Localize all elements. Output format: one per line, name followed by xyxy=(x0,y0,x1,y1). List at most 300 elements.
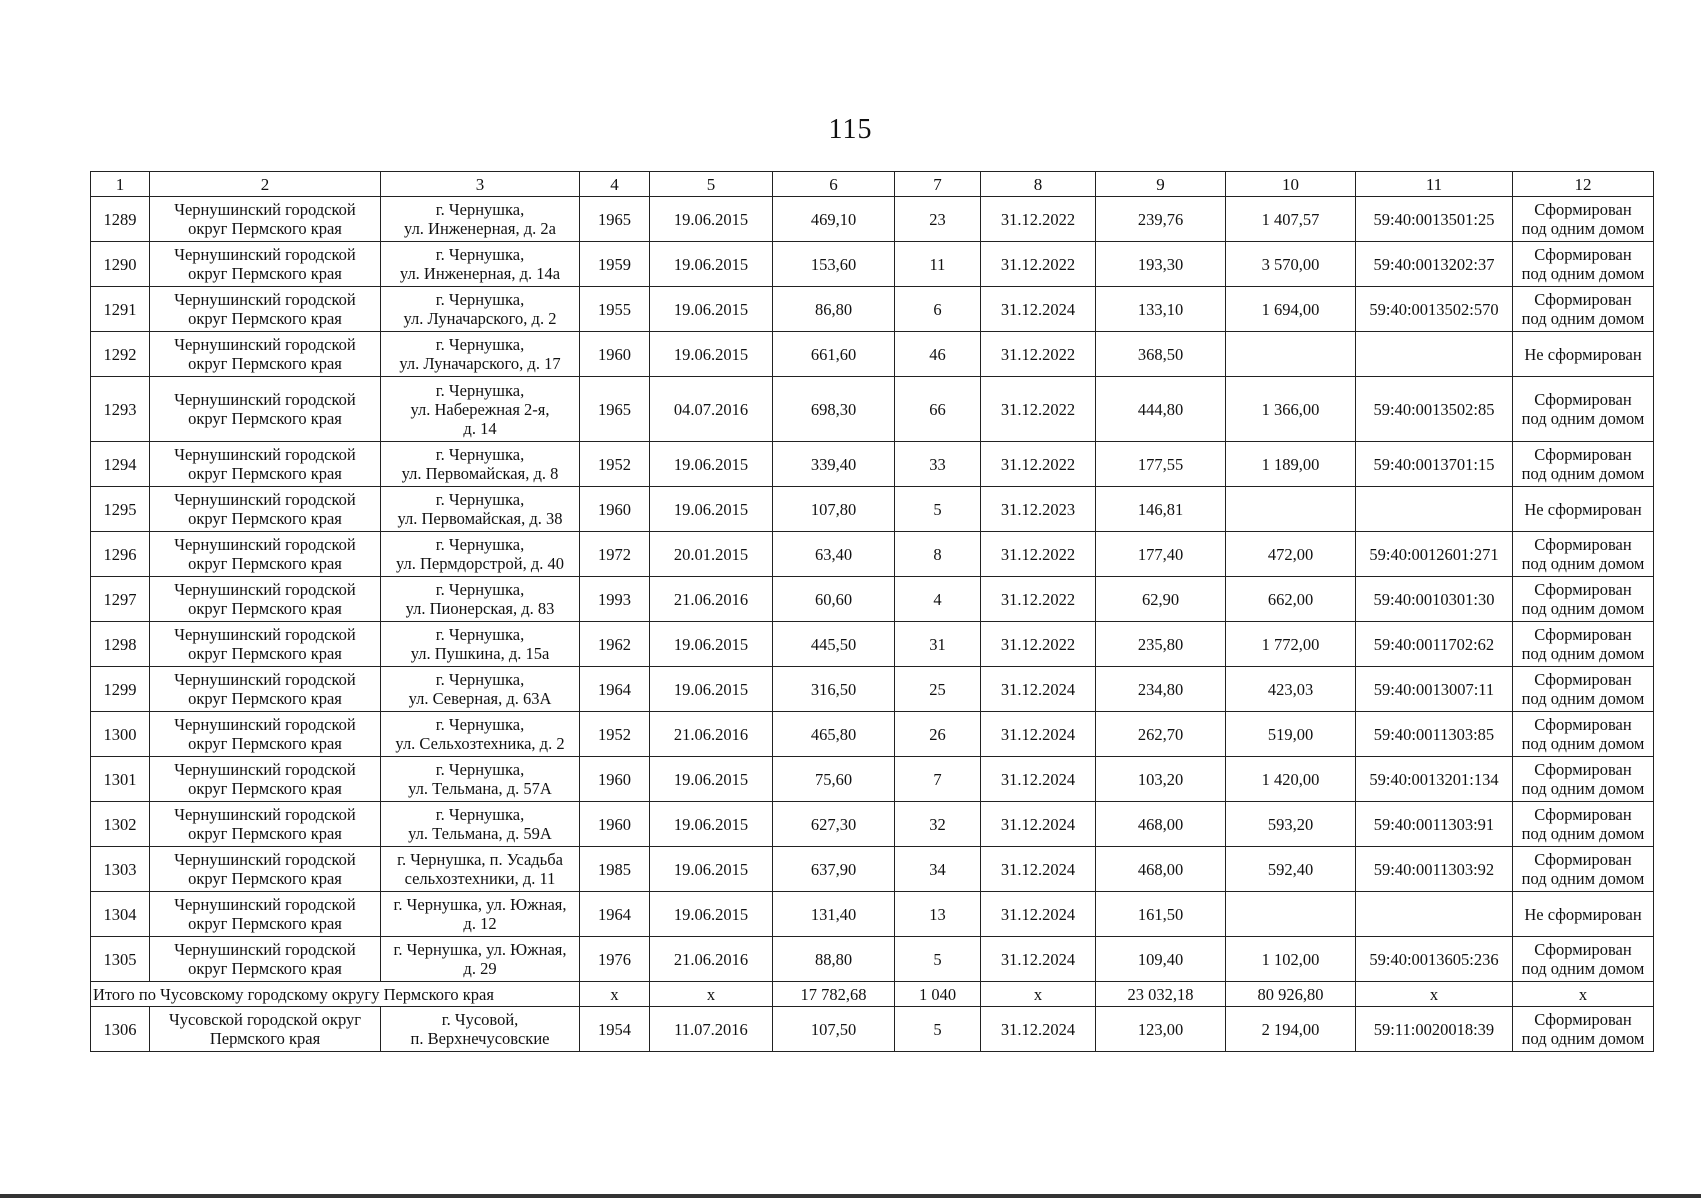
cell-column-10: 519,00 xyxy=(1226,712,1356,757)
cell-municipality xyxy=(150,757,381,802)
cell-area: 661,60 xyxy=(773,332,895,377)
cell-line: округ Пермского края xyxy=(188,734,342,753)
cell-address xyxy=(381,622,580,667)
cell-build-year: 1993 xyxy=(580,577,650,622)
cell-column-9: 368,50 xyxy=(1096,332,1226,377)
cell-cadastral-number: 59:40:0011303:91 xyxy=(1356,802,1513,847)
cell-line: Сформирован xyxy=(1534,245,1632,264)
cell-land-status xyxy=(1513,377,1654,442)
cell-land-status xyxy=(1513,487,1654,532)
cell-line: г. Чернушка, п. Усадьба xyxy=(397,850,563,869)
cell-line: сельхозтехники, д. 11 xyxy=(404,869,556,888)
cell-column-10: 1 102,00 xyxy=(1226,937,1356,982)
cell-line: округ Пермского края xyxy=(188,599,342,618)
cell-land-status xyxy=(1513,442,1654,487)
cell-line: Чернушинский городской xyxy=(174,445,356,464)
cell-address xyxy=(381,1007,580,1052)
total-cell-c11: х xyxy=(1356,982,1513,1007)
cell-row-number: 1300 xyxy=(91,712,150,757)
cell-planned-date: 31.12.2022 xyxy=(981,332,1096,377)
cell-row-number: 1298 xyxy=(91,622,150,667)
cell-municipality xyxy=(150,197,381,242)
total-label: Итого по Чусовскому городскому округу Пермского края xyxy=(91,982,580,1007)
table-row xyxy=(91,667,1654,712)
cell-build-year: 1959 xyxy=(580,242,650,287)
cell-line: ул. Первомайская, д. 8 xyxy=(401,464,559,483)
cell-row-number: 1289 xyxy=(91,197,150,242)
cell-residents: 13 xyxy=(895,892,981,937)
cell-build-year: 1964 xyxy=(580,892,650,937)
cell-line: округ Пермского края xyxy=(188,464,342,483)
cell-address xyxy=(381,757,580,802)
cell-address xyxy=(381,937,580,982)
cell-line: Чернушинский городской xyxy=(174,535,356,554)
cell-column-10: 1 694,00 xyxy=(1226,287,1356,332)
cell-line: Чернушинский городской xyxy=(174,670,356,689)
cell-line: Чусовской городской округ xyxy=(169,1010,361,1029)
table-row xyxy=(91,487,1654,532)
cell-recognition-date: 19.06.2015 xyxy=(650,332,773,377)
cell-column-9: 468,00 xyxy=(1096,802,1226,847)
total-cell-c7: 1 040 xyxy=(895,982,981,1007)
column-number-row xyxy=(91,172,1654,197)
total-cell-c9: 23 032,18 xyxy=(1096,982,1226,1007)
cell-municipality xyxy=(150,892,381,937)
cell-line: ул. Тельмана, д. 59А xyxy=(408,824,552,843)
cell-line: ул. Луначарского, д. 17 xyxy=(399,354,561,373)
cell-recognition-date: 19.06.2015 xyxy=(650,667,773,712)
cell-recognition-date: 19.06.2015 xyxy=(650,847,773,892)
cell-line: ул. Луначарского, д. 2 xyxy=(403,309,557,328)
column-number: 7 xyxy=(895,172,981,197)
cell-build-year: 1952 xyxy=(580,442,650,487)
cell-recognition-date: 19.06.2015 xyxy=(650,487,773,532)
cell-cadastral-number: 59:40:0013202:37 xyxy=(1356,242,1513,287)
cell-cadastral-number: 59:40:0013501:25 xyxy=(1356,197,1513,242)
registry-table xyxy=(90,171,1654,1052)
cell-recognition-date: 19.06.2015 xyxy=(650,242,773,287)
cell-recognition-date: 11.07.2016 xyxy=(650,1007,773,1052)
cell-address xyxy=(381,802,580,847)
cell-column-10: 592,40 xyxy=(1226,847,1356,892)
cell-area: 469,10 xyxy=(773,197,895,242)
total-cell-c10: 80 926,80 xyxy=(1226,982,1356,1007)
cell-line: Чернушинский городской xyxy=(174,760,356,779)
cell-column-9: 468,00 xyxy=(1096,847,1226,892)
cell-line: под одним домом xyxy=(1521,409,1645,428)
cell-line: округ Пермского края xyxy=(188,689,342,708)
cell-line: Сформирован xyxy=(1534,760,1632,779)
cell-cadastral-number: 59:40:0011702:62 xyxy=(1356,622,1513,667)
cell-cadastral-number: 59:40:0013201:134 xyxy=(1356,757,1513,802)
cell-municipality xyxy=(150,377,381,442)
cell-line: г. Чернушка, xyxy=(435,245,525,264)
column-number: 10 xyxy=(1226,172,1356,197)
cell-column-10: 1 189,00 xyxy=(1226,442,1356,487)
cell-planned-date: 31.12.2022 xyxy=(981,377,1096,442)
cell-line: ул. Набережная 2-я, xyxy=(410,399,550,419)
cell-build-year: 1965 xyxy=(580,197,650,242)
cell-line: г. Чернушка, xyxy=(435,760,525,779)
cell-line: Не сформирован xyxy=(1524,499,1642,519)
cell-line: Чернушинский городской xyxy=(174,625,356,644)
cell-column-9: 234,80 xyxy=(1096,667,1226,712)
cell-line: округ Пермского края xyxy=(188,869,342,888)
cell-line: Сформирован xyxy=(1534,850,1632,869)
total-cell-c12: х xyxy=(1513,982,1654,1007)
cell-line: округ Пермского края xyxy=(188,309,342,328)
cell-column-9: 177,55 xyxy=(1096,442,1226,487)
cell-recognition-date: 21.06.2016 xyxy=(650,577,773,622)
cell-column-10: 3 570,00 xyxy=(1226,242,1356,287)
cell-line: д. 14 xyxy=(463,418,497,438)
cell-municipality xyxy=(150,532,381,577)
cell-line: Чернушинский городской xyxy=(174,390,356,409)
cell-column-9: 109,40 xyxy=(1096,937,1226,982)
cell-planned-date: 31.12.2024 xyxy=(981,847,1096,892)
cell-line: Пермского края xyxy=(209,1029,321,1048)
cell-municipality xyxy=(150,847,381,892)
cell-residents: 26 xyxy=(895,712,981,757)
cell-cadastral-number: 59:40:0011303:92 xyxy=(1356,847,1513,892)
total-cell-c4: х xyxy=(580,982,650,1007)
cell-line: Не сформирован xyxy=(1524,344,1642,364)
cell-recognition-date: 19.06.2015 xyxy=(650,757,773,802)
cell-row-number: 1301 xyxy=(91,757,150,802)
cell-line: округ Пермского края xyxy=(188,644,342,663)
table-row xyxy=(91,622,1654,667)
cell-address xyxy=(381,487,580,532)
cell-build-year: 1972 xyxy=(580,532,650,577)
cell-build-year: 1965 xyxy=(580,377,650,442)
cell-column-9: 161,50 xyxy=(1096,892,1226,937)
table-row xyxy=(91,197,1654,242)
cell-municipality xyxy=(150,802,381,847)
cell-row-number: 1292 xyxy=(91,332,150,377)
cell-residents: 32 xyxy=(895,802,981,847)
cell-column-10: 472,00 xyxy=(1226,532,1356,577)
cell-line: г. Чернушка, xyxy=(435,490,525,509)
cell-municipality xyxy=(150,667,381,712)
cell-address xyxy=(381,712,580,757)
cell-land-status xyxy=(1513,287,1654,332)
cell-line: Чернушинский городской xyxy=(174,940,356,959)
cell-line: г. Чернушка, xyxy=(435,200,525,219)
cell-land-status xyxy=(1513,1007,1654,1052)
cell-area: 107,50 xyxy=(773,1007,895,1052)
cell-line: п. Верхнечусовские xyxy=(410,1029,550,1048)
cell-line: ул. Тельмана, д. 57А xyxy=(408,779,552,798)
cell-line: под одним домом xyxy=(1521,599,1645,618)
cell-recognition-date: 19.06.2015 xyxy=(650,622,773,667)
table-row xyxy=(91,1007,1654,1052)
cell-line: округ Пермского края xyxy=(188,354,342,373)
cell-residents: 31 xyxy=(895,622,981,667)
total-cell-c6: 17 782,68 xyxy=(773,982,895,1007)
cell-municipality xyxy=(150,487,381,532)
cell-column-10: 1 420,00 xyxy=(1226,757,1356,802)
cell-land-status xyxy=(1513,847,1654,892)
cell-cadastral-number xyxy=(1356,332,1513,377)
cell-column-10 xyxy=(1226,332,1356,377)
cell-line: под одним домом xyxy=(1521,219,1645,238)
cell-residents: 66 xyxy=(895,377,981,442)
table-row xyxy=(91,802,1654,847)
cell-area: 88,80 xyxy=(773,937,895,982)
cell-column-10: 2 194,00 xyxy=(1226,1007,1356,1052)
cell-build-year: 1955 xyxy=(580,287,650,332)
cell-line: Сформирован xyxy=(1534,290,1632,309)
cell-planned-date: 31.12.2024 xyxy=(981,1007,1096,1052)
cell-area: 465,80 xyxy=(773,712,895,757)
cell-area: 63,40 xyxy=(773,532,895,577)
cell-planned-date: 31.12.2023 xyxy=(981,487,1096,532)
cell-column-10: 662,00 xyxy=(1226,577,1356,622)
cell-area: 60,60 xyxy=(773,577,895,622)
cell-build-year: 1960 xyxy=(580,332,650,377)
table-row xyxy=(91,332,1654,377)
cell-row-number: 1306 xyxy=(91,1007,150,1052)
cell-land-status xyxy=(1513,622,1654,667)
cell-residents: 46 xyxy=(895,332,981,377)
cell-row-number: 1299 xyxy=(91,667,150,712)
cell-planned-date: 31.12.2022 xyxy=(981,532,1096,577)
cell-build-year: 1985 xyxy=(580,847,650,892)
cell-column-9: 235,80 xyxy=(1096,622,1226,667)
cell-line: д. 12 xyxy=(463,914,497,933)
cell-line: под одним домом xyxy=(1521,869,1645,888)
cell-line: Сформирован xyxy=(1534,535,1632,554)
cell-line: под одним домом xyxy=(1521,309,1645,328)
table-row xyxy=(91,442,1654,487)
cell-column-10 xyxy=(1226,487,1356,532)
cell-column-9: 193,30 xyxy=(1096,242,1226,287)
cell-line: Чернушинский городской xyxy=(174,335,356,354)
cell-recognition-date: 19.06.2015 xyxy=(650,287,773,332)
cell-build-year: 1976 xyxy=(580,937,650,982)
cell-planned-date: 31.12.2022 xyxy=(981,577,1096,622)
cell-cadastral-number: 59:40:0013502:570 xyxy=(1356,287,1513,332)
cell-line: г. Чернушка, ул. Южная, xyxy=(393,940,567,959)
cell-line: округ Пермского края xyxy=(188,959,342,978)
cell-line: Чернушинский городской xyxy=(174,490,356,509)
cell-address xyxy=(381,287,580,332)
cell-residents: 33 xyxy=(895,442,981,487)
cell-recognition-date: 20.01.2015 xyxy=(650,532,773,577)
cell-recognition-date: 21.06.2016 xyxy=(650,712,773,757)
cell-line: Чернушинский городской xyxy=(174,580,356,599)
cell-line: Не сформирован xyxy=(1524,904,1642,924)
cell-line: Сформирован xyxy=(1534,1010,1632,1029)
cell-column-9: 103,20 xyxy=(1096,757,1226,802)
cell-line: Сформирован xyxy=(1534,805,1632,824)
cell-row-number: 1304 xyxy=(91,892,150,937)
cell-line: г. Чернушка, xyxy=(435,625,525,644)
cell-planned-date: 31.12.2022 xyxy=(981,242,1096,287)
cell-municipality xyxy=(150,332,381,377)
cell-build-year: 1954 xyxy=(580,1007,650,1052)
cell-row-number: 1295 xyxy=(91,487,150,532)
cell-planned-date: 31.12.2024 xyxy=(981,892,1096,937)
cell-recognition-date: 19.06.2015 xyxy=(650,802,773,847)
cell-land-status xyxy=(1513,197,1654,242)
cell-row-number: 1290 xyxy=(91,242,150,287)
table-row xyxy=(91,937,1654,982)
cell-land-status xyxy=(1513,532,1654,577)
cell-area: 445,50 xyxy=(773,622,895,667)
cell-line: г. Чусовой, xyxy=(441,1010,519,1029)
cell-recognition-date: 19.06.2015 xyxy=(650,197,773,242)
cell-municipality xyxy=(150,442,381,487)
cell-build-year: 1960 xyxy=(580,757,650,802)
cell-line: округ Пермского края xyxy=(188,914,342,933)
cell-cadastral-number: 59:40:0013007:11 xyxy=(1356,667,1513,712)
cell-area: 153,60 xyxy=(773,242,895,287)
cell-build-year: 1952 xyxy=(580,712,650,757)
cell-area: 339,40 xyxy=(773,442,895,487)
cell-column-9: 262,70 xyxy=(1096,712,1226,757)
column-number: 3 xyxy=(381,172,580,197)
cell-address xyxy=(381,242,580,287)
cell-recognition-date: 21.06.2016 xyxy=(650,937,773,982)
cell-row-number: 1305 xyxy=(91,937,150,982)
cell-line: под одним домом xyxy=(1521,464,1645,483)
cell-address xyxy=(381,197,580,242)
total-cell-c5: х xyxy=(650,982,773,1007)
cell-municipality xyxy=(150,287,381,332)
column-number: 8 xyxy=(981,172,1096,197)
cell-line: округ Пермского края xyxy=(188,779,342,798)
column-number: 4 xyxy=(580,172,650,197)
cell-column-10: 1 772,00 xyxy=(1226,622,1356,667)
cell-line: ул. Пушкина, д. 15а xyxy=(410,644,550,663)
cell-line: ул. Пермдорстрой, д. 40 xyxy=(395,554,565,573)
cell-line: округ Пермского края xyxy=(188,554,342,573)
cell-line: под одним домом xyxy=(1521,734,1645,753)
cell-address xyxy=(381,442,580,487)
cell-residents: 23 xyxy=(895,197,981,242)
cell-build-year: 1964 xyxy=(580,667,650,712)
total-row xyxy=(91,982,1654,1007)
column-number: 6 xyxy=(773,172,895,197)
cell-line: ул. Инженерная, д. 2а xyxy=(404,219,556,238)
column-number: 5 xyxy=(650,172,773,197)
cell-land-status xyxy=(1513,712,1654,757)
cell-cadastral-number xyxy=(1356,892,1513,937)
cell-residents: 8 xyxy=(895,532,981,577)
column-number: 11 xyxy=(1356,172,1513,197)
cell-cadastral-number: 59:11:0020018:39 xyxy=(1356,1007,1513,1052)
cell-line: под одним домом xyxy=(1521,689,1645,708)
cell-municipality xyxy=(150,622,381,667)
cell-municipality xyxy=(150,712,381,757)
cell-residents: 6 xyxy=(895,287,981,332)
cell-land-status xyxy=(1513,577,1654,622)
cell-recognition-date: 19.06.2015 xyxy=(650,442,773,487)
cell-line: г. Чернушка, xyxy=(435,670,525,689)
cell-line: под одним домом xyxy=(1521,644,1645,663)
cell-column-10: 423,03 xyxy=(1226,667,1356,712)
table-row xyxy=(91,377,1654,442)
cell-planned-date: 31.12.2022 xyxy=(981,442,1096,487)
cell-area: 86,80 xyxy=(773,287,895,332)
total-cell-c8: х xyxy=(981,982,1096,1007)
cell-line: Чернушинский городской xyxy=(174,245,356,264)
cell-cadastral-number xyxy=(1356,487,1513,532)
cell-column-10: 1 366,00 xyxy=(1226,377,1356,442)
cell-column-9: 146,81 xyxy=(1096,487,1226,532)
cell-address xyxy=(381,847,580,892)
table-row xyxy=(91,532,1654,577)
cell-residents: 25 xyxy=(895,667,981,712)
cell-line: под одним домом xyxy=(1521,1029,1645,1048)
cell-line: округ Пермского края xyxy=(188,264,342,283)
cell-line: Сформирован xyxy=(1534,390,1632,409)
cell-line: Чернушинский городской xyxy=(174,805,356,824)
cell-line: под одним домом xyxy=(1521,264,1645,283)
table-body xyxy=(91,172,1654,1052)
cell-column-9: 62,90 xyxy=(1096,577,1226,622)
cell-line: округ Пермского края xyxy=(188,409,342,428)
cell-column-9: 123,00 xyxy=(1096,1007,1226,1052)
cell-planned-date: 31.12.2022 xyxy=(981,622,1096,667)
cell-line: г. Чернушка, xyxy=(435,805,525,824)
cell-build-year: 1962 xyxy=(580,622,650,667)
cell-municipality xyxy=(150,1007,381,1052)
cell-area: 637,90 xyxy=(773,847,895,892)
cell-cadastral-number: 59:40:0010301:30 xyxy=(1356,577,1513,622)
cell-line: г. Чернушка, xyxy=(435,715,525,734)
cell-line: Чернушинский городской xyxy=(174,715,356,734)
cell-line: Чернушинский городской xyxy=(174,895,356,914)
cell-line: г. Чернушка, xyxy=(435,445,525,464)
cell-address xyxy=(381,667,580,712)
cell-municipality xyxy=(150,937,381,982)
cell-land-status xyxy=(1513,937,1654,982)
cell-cadastral-number: 59:40:0013605:236 xyxy=(1356,937,1513,982)
table-row xyxy=(91,242,1654,287)
cell-build-year: 1960 xyxy=(580,487,650,532)
cell-land-status xyxy=(1513,332,1654,377)
cell-line: г. Чернушка, xyxy=(435,380,525,400)
cell-column-9: 177,40 xyxy=(1096,532,1226,577)
cell-land-status xyxy=(1513,757,1654,802)
cell-planned-date: 31.12.2024 xyxy=(981,667,1096,712)
cell-column-9: 133,10 xyxy=(1096,287,1226,332)
cell-line: Сформирован xyxy=(1534,625,1632,644)
cell-residents: 4 xyxy=(895,577,981,622)
cell-planned-date: 31.12.2024 xyxy=(981,802,1096,847)
table-row xyxy=(91,757,1654,802)
cell-line: Сформирован xyxy=(1534,940,1632,959)
cell-planned-date: 31.12.2024 xyxy=(981,712,1096,757)
cell-line: округ Пермского края xyxy=(188,509,342,528)
cell-residents: 11 xyxy=(895,242,981,287)
table-row xyxy=(91,577,1654,622)
cell-address xyxy=(381,377,580,442)
cell-area: 131,40 xyxy=(773,892,895,937)
cell-line: д. 29 xyxy=(463,959,497,978)
cell-column-10 xyxy=(1226,892,1356,937)
cell-column-9: 444,80 xyxy=(1096,377,1226,442)
cell-line: Сформирован xyxy=(1534,200,1632,219)
cell-line: г. Чернушка, xyxy=(435,580,525,599)
cell-row-number: 1302 xyxy=(91,802,150,847)
cell-address xyxy=(381,332,580,377)
cell-area: 627,30 xyxy=(773,802,895,847)
cell-line: под одним домом xyxy=(1521,959,1645,978)
cell-land-status xyxy=(1513,667,1654,712)
